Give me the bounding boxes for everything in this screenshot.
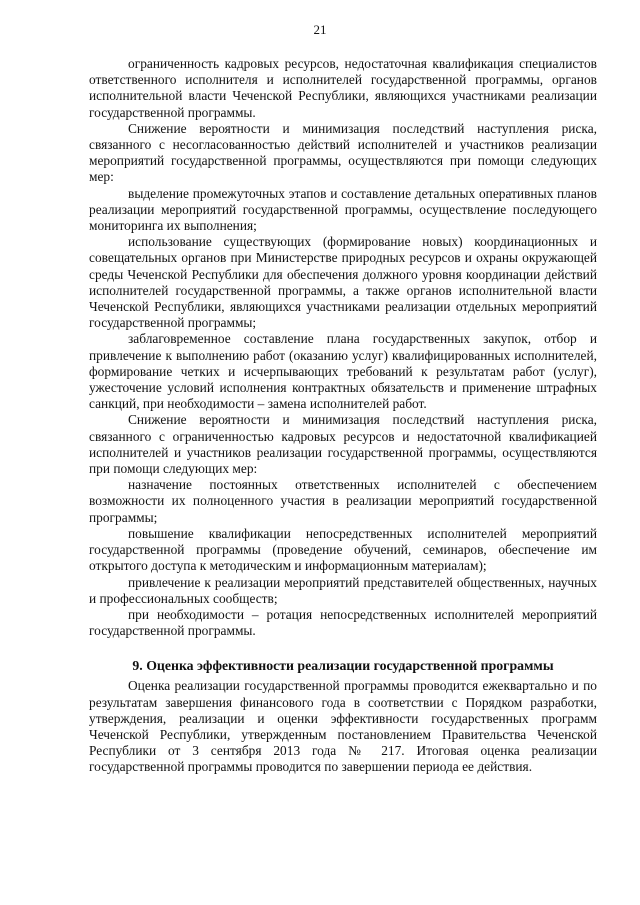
page-number: 21 (313, 22, 327, 37)
paragraph: выделение промежуточных этапов и составление детальных оперативных планов реализации мероприятий государственной программы, осуществление последующего мониторинга их выполнения; (89, 185, 597, 234)
paragraph: повышение квалификации непосредственных исполнителей мероприятий государственной программы (проведение обучений, семинаров, обеспечение им открытого доступа к методическим и информационным материалам); (89, 525, 597, 574)
paragraph: Снижение вероятности и минимизация последствий наступления риска, связанного с несогласованностью действий исполнителей и участников реализации мероприятий государственной программы, осуществляются при помощи следующих мер: (89, 120, 597, 185)
section-heading: 9. Оценка эффективности реализации государственной программы (132, 658, 554, 674)
paragraph: при необходимости – ротация непосредственных исполнителей мероприятий государственной программы. (89, 606, 597, 639)
document-body (89, 56, 597, 776)
paragraph: заблаговременное составление плана государственных закупок, отбор и привлечение к выполнению работ (оказанию услуг) квалифицированных исполнителей, формирование четких и исчерпывающих требований к результатам работ (услуг), ужесточение условий исполнения контрактных обязательств и применение штрафных санкций, при необходимости – замена исполнителей работ. (89, 331, 597, 412)
paragraph: ограниченность кадровых ресурсов, недостаточная квалификация специалистов ответственного исполнителя и исполнителей государственной программы, органов исполнительной власти Чеченской Республики, являющихся участниками реализации государственной программы. (89, 56, 597, 120)
paragraph: использование существующих (формирование новых) координационных и совещательных органов при Министерстве природных ресурсов и охраны окружающей среды Чеченской Республики для обеспечения должного уровня координации действий исполнителей государственной программы, а также органов исполнительной власти Чеченской Республики, являющихся участниками реализации отдельных мероприятий государственной программы; (89, 234, 597, 331)
paragraph: привлечение к реализации мероприятий представителей общественных, научных и профессиональных сообществ; (89, 574, 597, 606)
paragraph: Оценка реализации государственной программы проводится ежеквартально и по результатам завершения финансового года в соответствии с Порядком разработки, утверждения, реализации и оценки эффективности государственных программ Чеченской Республики, утвержденным постановлением Правительства Чеченской Республики от 3 сентября 2013 года № 217. Итоговая оценка реализации государственной программы проводится по завершении периода ее действия. (89, 678, 597, 775)
paragraph: Снижение вероятности и минимизация последствий наступления риска, связанного с ограниченностью кадровых ресурсов и недостаточной квалификацией исполнителей и участников реализации государственной программы, осуществляются при помощи следующих мер: (89, 412, 597, 477)
paragraph: назначение постоянных ответственных исполнителей с обеспечением возможности их полноценного участия в реализации мероприятий государственной программы; (89, 477, 597, 525)
